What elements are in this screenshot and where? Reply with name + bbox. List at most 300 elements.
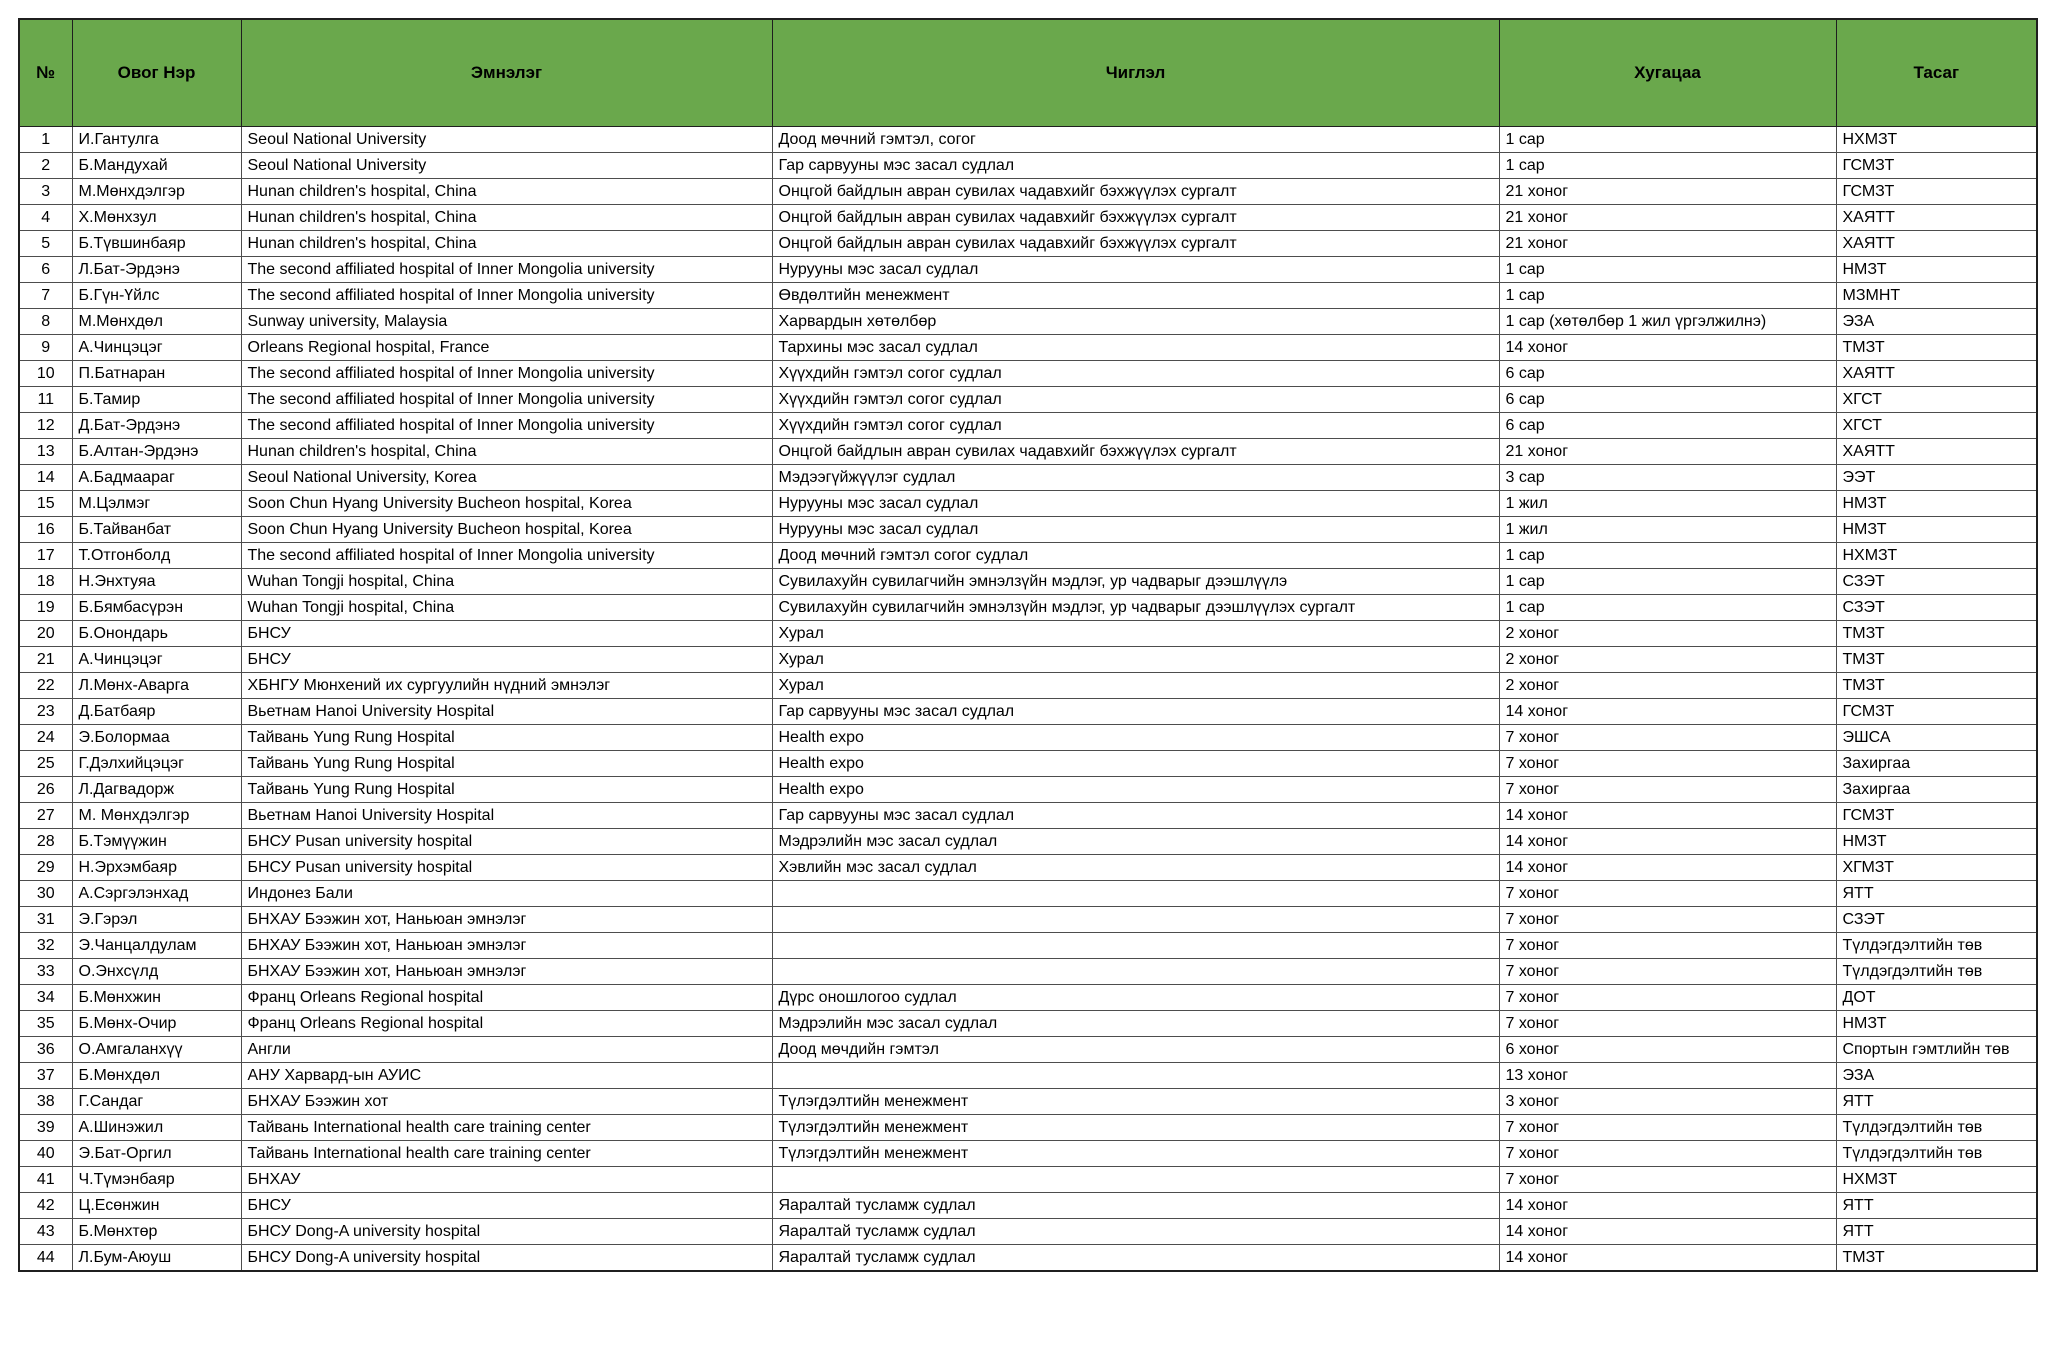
table-row	[19, 231, 2037, 257]
cell-no: 14	[19, 465, 72, 491]
cell-no: 8	[19, 309, 72, 335]
cell-duration: 7 хоног	[1499, 1167, 1836, 1193]
cell-name: М.Мөнхдэлгэр	[72, 179, 241, 205]
column-header-field: Чиглэл	[772, 19, 1499, 127]
cell-duration: 14 хоног	[1499, 1245, 1836, 1272]
cell-department: Түлдэгдэлтийн төв	[1836, 959, 2037, 985]
cell-hospital: БНСУ Pusan university hospital	[241, 855, 772, 881]
cell-field: Сувилахуйн сувилагчийн эмнэлзүйн мэдлэг, ур чадварыг дээшлүүлэ	[772, 569, 1499, 595]
cell-hospital: The second affiliated hospital of Inner Mongolia university	[241, 361, 772, 387]
cell-field: Доод мөчний гэмтэл, согог	[772, 127, 1499, 153]
cell-no: 33	[19, 959, 72, 985]
cell-field: Өвдөлтийн менежмент	[772, 283, 1499, 309]
cell-name: М.Цэлмэг	[72, 491, 241, 517]
cell-field: Яаралтай тусламж судлал	[772, 1245, 1499, 1272]
cell-hospital: БНХАУ	[241, 1167, 772, 1193]
cell-department: ТМЗТ	[1836, 335, 2037, 361]
table-row	[19, 595, 2037, 621]
cell-field: Мэдрэлийн мэс засал судлал	[772, 829, 1499, 855]
table-row	[19, 1037, 2037, 1063]
table-row	[19, 1245, 2037, 1272]
cell-duration: 14 хоног	[1499, 829, 1836, 855]
cell-hospital: БНХАУ Бээжин хот, Наньюан эмнэлэг	[241, 933, 772, 959]
cell-hospital: Тайвань International health care training center	[241, 1141, 772, 1167]
table-row	[19, 517, 2037, 543]
cell-hospital: Тайвань Yung Rung Hospital	[241, 725, 772, 751]
cell-department: ТМЗТ	[1836, 673, 2037, 699]
cell-hospital: The second affiliated hospital of Inner Mongolia university	[241, 283, 772, 309]
table-row	[19, 335, 2037, 361]
cell-duration: 1 сар	[1499, 127, 1836, 153]
cell-hospital: Hunan children's hospital, China	[241, 439, 772, 465]
cell-name: М. Мөнхдэлгэр	[72, 803, 241, 829]
cell-no: 1	[19, 127, 72, 153]
cell-department: ЯТТ	[1836, 881, 2037, 907]
cell-name: Б.Мөнхжин	[72, 985, 241, 1011]
cell-field: Доод мөчдийн гэмтэл	[772, 1037, 1499, 1063]
cell-name: Н.Эрхэмбаяр	[72, 855, 241, 881]
cell-name: И.Гантулга	[72, 127, 241, 153]
cell-duration: 21 хоног	[1499, 179, 1836, 205]
cell-no: 19	[19, 595, 72, 621]
cell-duration: 1 жил	[1499, 491, 1836, 517]
cell-no: 38	[19, 1089, 72, 1115]
table-row	[19, 1219, 2037, 1245]
cell-name: Б.Гүн-Үйлс	[72, 283, 241, 309]
cell-duration: 14 хоног	[1499, 855, 1836, 881]
cell-hospital: БНСУ	[241, 647, 772, 673]
cell-duration: 7 хоног	[1499, 777, 1836, 803]
cell-department: ЭЗА	[1836, 1063, 2037, 1089]
cell-name: Б.Мөнхтөр	[72, 1219, 241, 1245]
cell-hospital: БНСУ Dong-A university hospital	[241, 1219, 772, 1245]
table-row	[19, 205, 2037, 231]
column-header-name: Овог Нэр	[72, 19, 241, 127]
cell-name: А.Бадмаараг	[72, 465, 241, 491]
cell-hospital: Тайвань Yung Rung Hospital	[241, 777, 772, 803]
cell-department: ХГСТ	[1836, 413, 2037, 439]
cell-name: Б.Тайванбат	[72, 517, 241, 543]
cell-no: 36	[19, 1037, 72, 1063]
cell-department: НМЗТ	[1836, 491, 2037, 517]
cell-duration: 1 сар	[1499, 283, 1836, 309]
table-row	[19, 907, 2037, 933]
column-header-duration: Хугацаа	[1499, 19, 1836, 127]
table-row	[19, 1167, 2037, 1193]
cell-duration: 1 сар (хөтөлбөр 1 жил үргэлжилнэ)	[1499, 309, 1836, 335]
cell-duration: 21 хоног	[1499, 231, 1836, 257]
cell-field: Дүрс оношлогоо судлал	[772, 985, 1499, 1011]
cell-department: ТМЗТ	[1836, 1245, 2037, 1272]
cell-field: Мэдээгүйжүүлэг судлал	[772, 465, 1499, 491]
table-row	[19, 1115, 2037, 1141]
cell-duration: 7 хоног	[1499, 1141, 1836, 1167]
cell-no: 30	[19, 881, 72, 907]
cell-no: 10	[19, 361, 72, 387]
cell-name: Б.Бямбасүрэн	[72, 595, 241, 621]
table-row	[19, 1063, 2037, 1089]
cell-field	[772, 881, 1499, 907]
cell-duration: 7 хоног	[1499, 1011, 1836, 1037]
table-row	[19, 725, 2037, 751]
cell-no: 26	[19, 777, 72, 803]
cell-no: 17	[19, 543, 72, 569]
cell-no: 13	[19, 439, 72, 465]
cell-field: Хүүхдийн гэмтэл согог судлал	[772, 361, 1499, 387]
cell-name: Л.Мөнх-Аварга	[72, 673, 241, 699]
cell-hospital: The second affiliated hospital of Inner Mongolia university	[241, 543, 772, 569]
cell-hospital: Seoul National University, Korea	[241, 465, 772, 491]
table-row	[19, 257, 2037, 283]
table-row	[19, 465, 2037, 491]
cell-name: А.Шинэжил	[72, 1115, 241, 1141]
table-row	[19, 803, 2037, 829]
cell-hospital: Orleans Regional hospital, France	[241, 335, 772, 361]
table-row	[19, 647, 2037, 673]
table-row	[19, 387, 2037, 413]
cell-field: Онцгой байдлын авран сувилах чадавхийг бэхжүүлэх сургалт	[772, 205, 1499, 231]
cell-hospital: Вьетнам Hanoi University Hospital	[241, 803, 772, 829]
column-header-department: Тасаг	[1836, 19, 2037, 127]
cell-hospital: The second affiliated hospital of Inner Mongolia university	[241, 387, 772, 413]
cell-duration: 14 хоног	[1499, 699, 1836, 725]
cell-department: ЭШСА	[1836, 725, 2037, 751]
cell-field: Хурал	[772, 673, 1499, 699]
cell-duration: 14 хоног	[1499, 1219, 1836, 1245]
cell-department: ГСМЗТ	[1836, 153, 2037, 179]
cell-name: М.Мөнхдөл	[72, 309, 241, 335]
cell-department: ТМЗТ	[1836, 647, 2037, 673]
cell-field	[772, 1063, 1499, 1089]
cell-hospital: Seoul National University	[241, 127, 772, 153]
cell-no: 27	[19, 803, 72, 829]
table-row	[19, 959, 2037, 985]
cell-field: Хүүхдийн гэмтэл согог судлал	[772, 413, 1499, 439]
cell-no: 37	[19, 1063, 72, 1089]
cell-no: 28	[19, 829, 72, 855]
cell-name: Х.Мөнхзул	[72, 205, 241, 231]
cell-hospital: Франц Orleans Regional hospital	[241, 985, 772, 1011]
cell-field: Хүүхдийн гэмтэл согог судлал	[772, 387, 1499, 413]
cell-department: ГСМЗТ	[1836, 179, 2037, 205]
cell-no: 32	[19, 933, 72, 959]
cell-department: НХМЗТ	[1836, 1167, 2037, 1193]
cell-no: 22	[19, 673, 72, 699]
cell-name: Б.Онондарь	[72, 621, 241, 647]
cell-hospital: The second affiliated hospital of Inner Mongolia university	[241, 257, 772, 283]
cell-name: Д.Бат-Эрдэнэ	[72, 413, 241, 439]
table-row	[19, 829, 2037, 855]
cell-department: ХАЯТТ	[1836, 439, 2037, 465]
training-table	[18, 18, 2038, 1272]
cell-name: Л.Бат-Эрдэнэ	[72, 257, 241, 283]
cell-duration: 7 хоног	[1499, 933, 1836, 959]
table-row	[19, 1011, 2037, 1037]
cell-name: Б.Тамир	[72, 387, 241, 413]
cell-duration: 21 хоног	[1499, 439, 1836, 465]
cell-duration: 2 хоног	[1499, 621, 1836, 647]
column-header-hospital: Эмнэлэг	[241, 19, 772, 127]
cell-no: 23	[19, 699, 72, 725]
cell-duration: 7 хоног	[1499, 907, 1836, 933]
cell-duration: 6 хоног	[1499, 1037, 1836, 1063]
cell-duration: 7 хоног	[1499, 1115, 1836, 1141]
cell-hospital: ХБНГУ Мюнхений их сургуулийн нүдний эмнэлэг	[241, 673, 772, 699]
cell-duration: 14 хоног	[1499, 803, 1836, 829]
cell-name: Б.Мөнхдөл	[72, 1063, 241, 1089]
cell-field: Яаралтай тусламж судлал	[772, 1219, 1499, 1245]
cell-duration: 13 хоног	[1499, 1063, 1836, 1089]
column-header-no: №	[19, 19, 72, 127]
cell-hospital: БНСУ	[241, 1193, 772, 1219]
cell-field: Онцгой байдлын авран сувилах чадавхийг бэхжүүлэх сургалт	[772, 439, 1499, 465]
cell-department: ХАЯТТ	[1836, 231, 2037, 257]
cell-field: Доод мөчний гэмтэл согог судлал	[772, 543, 1499, 569]
cell-no: 41	[19, 1167, 72, 1193]
table-row	[19, 673, 2037, 699]
cell-no: 4	[19, 205, 72, 231]
cell-duration: 2 хоног	[1499, 673, 1836, 699]
cell-hospital: БНСУ Dong-A university hospital	[241, 1245, 772, 1272]
table-body	[19, 127, 2037, 1272]
cell-field: Гар сарвууны мэс засал судлал	[772, 153, 1499, 179]
table-row	[19, 985, 2037, 1011]
cell-hospital: Hunan children's hospital, China	[241, 179, 772, 205]
cell-no: 16	[19, 517, 72, 543]
cell-duration: 7 хоног	[1499, 985, 1836, 1011]
cell-name: Г.Дэлхийцэцэг	[72, 751, 241, 777]
cell-no: 15	[19, 491, 72, 517]
cell-hospital: БНХАУ Бээжин хот, Наньюан эмнэлэг	[241, 959, 772, 985]
cell-name: Э.Бат-Оргил	[72, 1141, 241, 1167]
cell-field: Түлэгдэлтийн менежмент	[772, 1141, 1499, 1167]
cell-duration: 7 хоног	[1499, 725, 1836, 751]
cell-duration: 14 хоног	[1499, 335, 1836, 361]
cell-no: 5	[19, 231, 72, 257]
cell-department: СЗЭТ	[1836, 595, 2037, 621]
cell-field: Харвардын хөтөлбөр	[772, 309, 1499, 335]
cell-duration: 21 хоног	[1499, 205, 1836, 231]
cell-department: Спортын гэмтлийн төв	[1836, 1037, 2037, 1063]
cell-name: Т.Отгонболд	[72, 543, 241, 569]
cell-department: СЗЭТ	[1836, 907, 2037, 933]
cell-name: Б.Мөнх-Очир	[72, 1011, 241, 1037]
cell-duration: 2 хоног	[1499, 647, 1836, 673]
table-row	[19, 881, 2037, 907]
cell-no: 34	[19, 985, 72, 1011]
cell-field: Яаралтай тусламж судлал	[772, 1193, 1499, 1219]
table-row	[19, 127, 2037, 153]
cell-name: Б.Мандухай	[72, 153, 241, 179]
cell-department: ТМЗТ	[1836, 621, 2037, 647]
cell-duration: 7 хоног	[1499, 881, 1836, 907]
cell-field: Health expo	[772, 751, 1499, 777]
cell-no: 6	[19, 257, 72, 283]
table-row	[19, 751, 2037, 777]
cell-duration: 1 сар	[1499, 153, 1836, 179]
cell-department: НМЗТ	[1836, 1011, 2037, 1037]
cell-no: 18	[19, 569, 72, 595]
cell-hospital: АНУ Харвард-ын АУИС	[241, 1063, 772, 1089]
cell-hospital: Sunway university, Malaysia	[241, 309, 772, 335]
cell-duration: 1 сар	[1499, 543, 1836, 569]
cell-department: Захиргаа	[1836, 777, 2037, 803]
cell-hospital: Wuhan Tongji hospital, China	[241, 595, 772, 621]
cell-name: Б.Алтан-Эрдэнэ	[72, 439, 241, 465]
cell-hospital: Soon Chun Hyang University Bucheon hospital, Korea	[241, 491, 772, 517]
table-row	[19, 699, 2037, 725]
cell-field: Нурууны мэс засал судлал	[772, 491, 1499, 517]
cell-no: 44	[19, 1245, 72, 1272]
cell-duration: 6 сар	[1499, 361, 1836, 387]
cell-department: ЯТТ	[1836, 1193, 2037, 1219]
cell-field: Түлэгдэлтийн менежмент	[772, 1115, 1499, 1141]
cell-hospital: The second affiliated hospital of Inner Mongolia university	[241, 413, 772, 439]
cell-hospital: Soon Chun Hyang University Bucheon hospital, Korea	[241, 517, 772, 543]
cell-field: Нурууны мэс засал судлал	[772, 517, 1499, 543]
cell-duration: 1 сар	[1499, 257, 1836, 283]
cell-field: Гар сарвууны мэс засал судлал	[772, 803, 1499, 829]
cell-department: Түлдэгдэлтийн төв	[1836, 933, 2037, 959]
table-row	[19, 777, 2037, 803]
cell-field	[772, 1167, 1499, 1193]
cell-department: ХАЯТТ	[1836, 361, 2037, 387]
cell-field: Тархины мэс засал судлал	[772, 335, 1499, 361]
cell-department: ЯТТ	[1836, 1089, 2037, 1115]
cell-hospital: БНХАУ Бээжин хот	[241, 1089, 772, 1115]
cell-name: Д.Батбаяр	[72, 699, 241, 725]
cell-department: ХГМЗТ	[1836, 855, 2037, 881]
table-row	[19, 491, 2037, 517]
cell-department: Түлдэгдэлтийн төв	[1836, 1115, 2037, 1141]
cell-name: А.Сэргэлэнхад	[72, 881, 241, 907]
cell-department: НХМЗТ	[1836, 127, 2037, 153]
cell-duration: 1 сар	[1499, 569, 1836, 595]
cell-field: Сувилахуйн сувилагчийн эмнэлзүйн мэдлэг, ур чадварыг дээшлүүлэх сургалт	[772, 595, 1499, 621]
table-row	[19, 543, 2037, 569]
cell-name: Л.Дагвадорж	[72, 777, 241, 803]
cell-no: 25	[19, 751, 72, 777]
cell-name: Б.Тэмүүжин	[72, 829, 241, 855]
cell-field: Хурал	[772, 621, 1499, 647]
cell-name: Л.Бум-Аюуш	[72, 1245, 241, 1272]
cell-field: Health expo	[772, 777, 1499, 803]
cell-duration: 14 хоног	[1499, 1193, 1836, 1219]
cell-no: 29	[19, 855, 72, 881]
cell-no: 2	[19, 153, 72, 179]
cell-hospital: Тайвань International health care training center	[241, 1115, 772, 1141]
cell-no: 3	[19, 179, 72, 205]
cell-hospital: Hunan children's hospital, China	[241, 205, 772, 231]
cell-no: 12	[19, 413, 72, 439]
cell-no: 20	[19, 621, 72, 647]
table-row	[19, 413, 2037, 439]
cell-department: Түлдэгдэлтийн төв	[1836, 1141, 2037, 1167]
cell-field	[772, 907, 1499, 933]
cell-name: Э.Гэрэл	[72, 907, 241, 933]
cell-hospital: Индонез Бали	[241, 881, 772, 907]
cell-hospital: Англи	[241, 1037, 772, 1063]
table-row	[19, 621, 2037, 647]
table-row	[19, 933, 2037, 959]
cell-field	[772, 959, 1499, 985]
cell-name: Б.Түвшинбаяр	[72, 231, 241, 257]
cell-name: Ц.Есөнжин	[72, 1193, 241, 1219]
cell-name: А.Чинцэцэг	[72, 647, 241, 673]
table-row	[19, 1193, 2037, 1219]
table-row	[19, 1089, 2037, 1115]
cell-name: О.Амгаланхүү	[72, 1037, 241, 1063]
cell-duration: 7 хоног	[1499, 751, 1836, 777]
cell-department: ЯТТ	[1836, 1219, 2037, 1245]
cell-no: 7	[19, 283, 72, 309]
cell-department: Захиргаа	[1836, 751, 2037, 777]
cell-field: Мэдрэлийн мэс засал судлал	[772, 1011, 1499, 1037]
cell-name: Г.Сандаг	[72, 1089, 241, 1115]
cell-field: Хурал	[772, 647, 1499, 673]
cell-department: ЭЗА	[1836, 309, 2037, 335]
cell-duration: 6 сар	[1499, 387, 1836, 413]
cell-department: ХГСТ	[1836, 387, 2037, 413]
cell-field: Хэвлийн мэс засал судлал	[772, 855, 1499, 881]
table-header-row	[19, 19, 2037, 127]
cell-hospital: Seoul National University	[241, 153, 772, 179]
cell-hospital: Wuhan Tongji hospital, China	[241, 569, 772, 595]
cell-hospital: БНХАУ Бээжин хот, Наньюан эмнэлэг	[241, 907, 772, 933]
cell-hospital: БНСУ Pusan university hospital	[241, 829, 772, 855]
table-row	[19, 855, 2037, 881]
cell-no: 21	[19, 647, 72, 673]
cell-duration: 1 сар	[1499, 595, 1836, 621]
table-row	[19, 179, 2037, 205]
cell-field: Health expo	[772, 725, 1499, 751]
cell-hospital: Франц Orleans Regional hospital	[241, 1011, 772, 1037]
cell-no: 42	[19, 1193, 72, 1219]
cell-field: Түлэгдэлтийн менежмент	[772, 1089, 1499, 1115]
cell-field: Онцгой байдлын авран сувилах чадавхийг бэхжүүлэх сургалт	[772, 179, 1499, 205]
table-row	[19, 153, 2037, 179]
table-row	[19, 439, 2037, 465]
cell-department: НМЗТ	[1836, 829, 2037, 855]
cell-duration: 6 сар	[1499, 413, 1836, 439]
cell-department: СЗЭТ	[1836, 569, 2037, 595]
cell-name: Н.Энхтуяа	[72, 569, 241, 595]
table-row	[19, 1141, 2037, 1167]
cell-no: 39	[19, 1115, 72, 1141]
cell-field: Гар сарвууны мэс засал судлал	[772, 699, 1499, 725]
cell-department: ГСМЗТ	[1836, 699, 2037, 725]
cell-duration: 3 сар	[1499, 465, 1836, 491]
cell-name: П.Батнаран	[72, 361, 241, 387]
cell-no: 24	[19, 725, 72, 751]
cell-hospital: Тайвань Yung Rung Hospital	[241, 751, 772, 777]
table-row	[19, 309, 2037, 335]
cell-no: 9	[19, 335, 72, 361]
table-row	[19, 361, 2037, 387]
cell-department: ГСМЗТ	[1836, 803, 2037, 829]
cell-department: НМЗТ	[1836, 517, 2037, 543]
cell-no: 43	[19, 1219, 72, 1245]
cell-department: НХМЗТ	[1836, 543, 2037, 569]
cell-no: 11	[19, 387, 72, 413]
cell-name: О.Энхсүлд	[72, 959, 241, 985]
cell-no: 31	[19, 907, 72, 933]
cell-name: Ч.Түмэнбаяр	[72, 1167, 241, 1193]
cell-name: А.Чинцэцэг	[72, 335, 241, 361]
cell-no: 40	[19, 1141, 72, 1167]
table-row	[19, 569, 2037, 595]
table-row	[19, 283, 2037, 309]
